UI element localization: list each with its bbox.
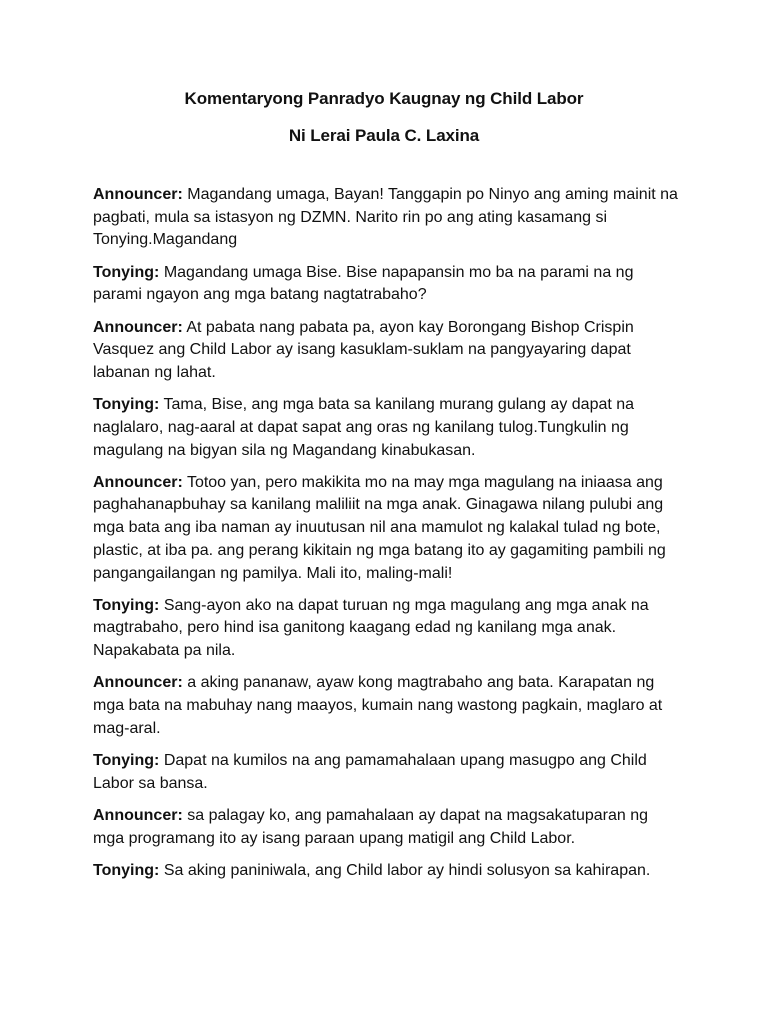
dialogue-line	[93, 805, 683, 850]
dialogue-line	[93, 262, 683, 307]
speaker-label: Tonying:	[93, 263, 160, 281]
dialogue-text: Tama, Bise, ang mga bata sa kanilang murang gulang ay dapat na naglalaro, nag-aaral at dapat sapat ang oras ng kanilang tulog.Tungkulin ng magulang na bigyan sila ng Magandang kinabukasan.	[93, 396, 635, 459]
dialogue-text: Magandang umaga, Bayan! Tanggapin po Ninyo ang aming mainit na pagbati, mula sa istasyon ng DZMN. Narito rin po ang ating kasamang si Tonying.Magandang	[93, 186, 678, 249]
dialogue-text: At pabata nang pabata pa, ayon kay Borongang Bishop Crispin Vasquez ang Child Labor ay isang kasuklam-suklam na pangyayaring dapat labanan ng lahat.	[93, 318, 634, 381]
dialogue-line	[93, 672, 683, 740]
speaker-label: Announcer:	[93, 186, 183, 203]
dialogue-line	[93, 860, 683, 883]
dialogue-line	[93, 750, 683, 795]
dialogue-line	[93, 472, 683, 586]
speaker-label: Announcer:	[93, 806, 183, 824]
dialogue-text: Sang-ayon ako na dapat turuan ng mga magulang ang mga anak na magtrabaho, pero hind isa ganitong kaagang edad ng kanilang mga anak. Napakabata pa nila.	[93, 596, 649, 660]
dialogue-text: Magandang umaga Bise. Bise napapansin mo ba na parami na ng parami ngayon ang mga batang nagtatrabaho?	[93, 263, 634, 304]
speaker-label: Announcer:	[93, 318, 183, 336]
speaker-label: Tonying:	[93, 861, 160, 879]
dialogue-text: sa palagay ko, ang pamahalaan ay dapat na magsakatuparan ng mga programang ito ay isang paraan upang matigil ang Child Labor.	[93, 806, 649, 847]
speaker-label: Announcer:	[93, 674, 183, 692]
dialogue-text: a aking pananaw, ayaw kong magtrabaho ang bata. Karapatan ng mga bata na mabuhay nang maayos, kumain nang wastong pagkain, maglaro at mag-aral.	[93, 674, 663, 737]
document-title: Komentaryong Panradyo Kaugnay ng Child Labor	[184, 89, 584, 108]
speaker-label: Tonying:	[93, 596, 160, 614]
dialogue-line	[93, 184, 683, 252]
dialogue-text: Totoo yan, pero makikita mo na may mga magulang na iniaasa ang paghahanapbuhay sa kanilang maliliit na mga anak. Ginagawa nilang pulubi ang mga bata ang iba naman ay inuutusan nil ana mamulot ng kalakal tulad ng bote, plastic, at iba pa. ang perang kikitain ng mga batang ito ay gagamiting pambili ng pangangailangan ng pamilya. Mali ito, maling-mali!	[93, 473, 666, 582]
dialogue-text: Sa aking paniniwala, ang Child labor ay hindi solusyon sa kahirapan.	[163, 861, 651, 879]
document-author: Ni Lerai Paula C. Laxina	[288, 126, 480, 145]
speaker-label: Tonying:	[93, 751, 160, 769]
speaker-label: Announcer:	[93, 473, 183, 491]
dialogue-line	[93, 317, 683, 385]
dialogue-line	[93, 595, 683, 663]
dialogue-text: Dapat na kumilos na ang pamamahalaan upang masugpo ang Child Labor sa bansa.	[93, 751, 647, 792]
dialogue-body	[93, 184, 683, 892]
dialogue-line	[93, 394, 683, 462]
speaker-label: Tonying:	[93, 396, 160, 414]
